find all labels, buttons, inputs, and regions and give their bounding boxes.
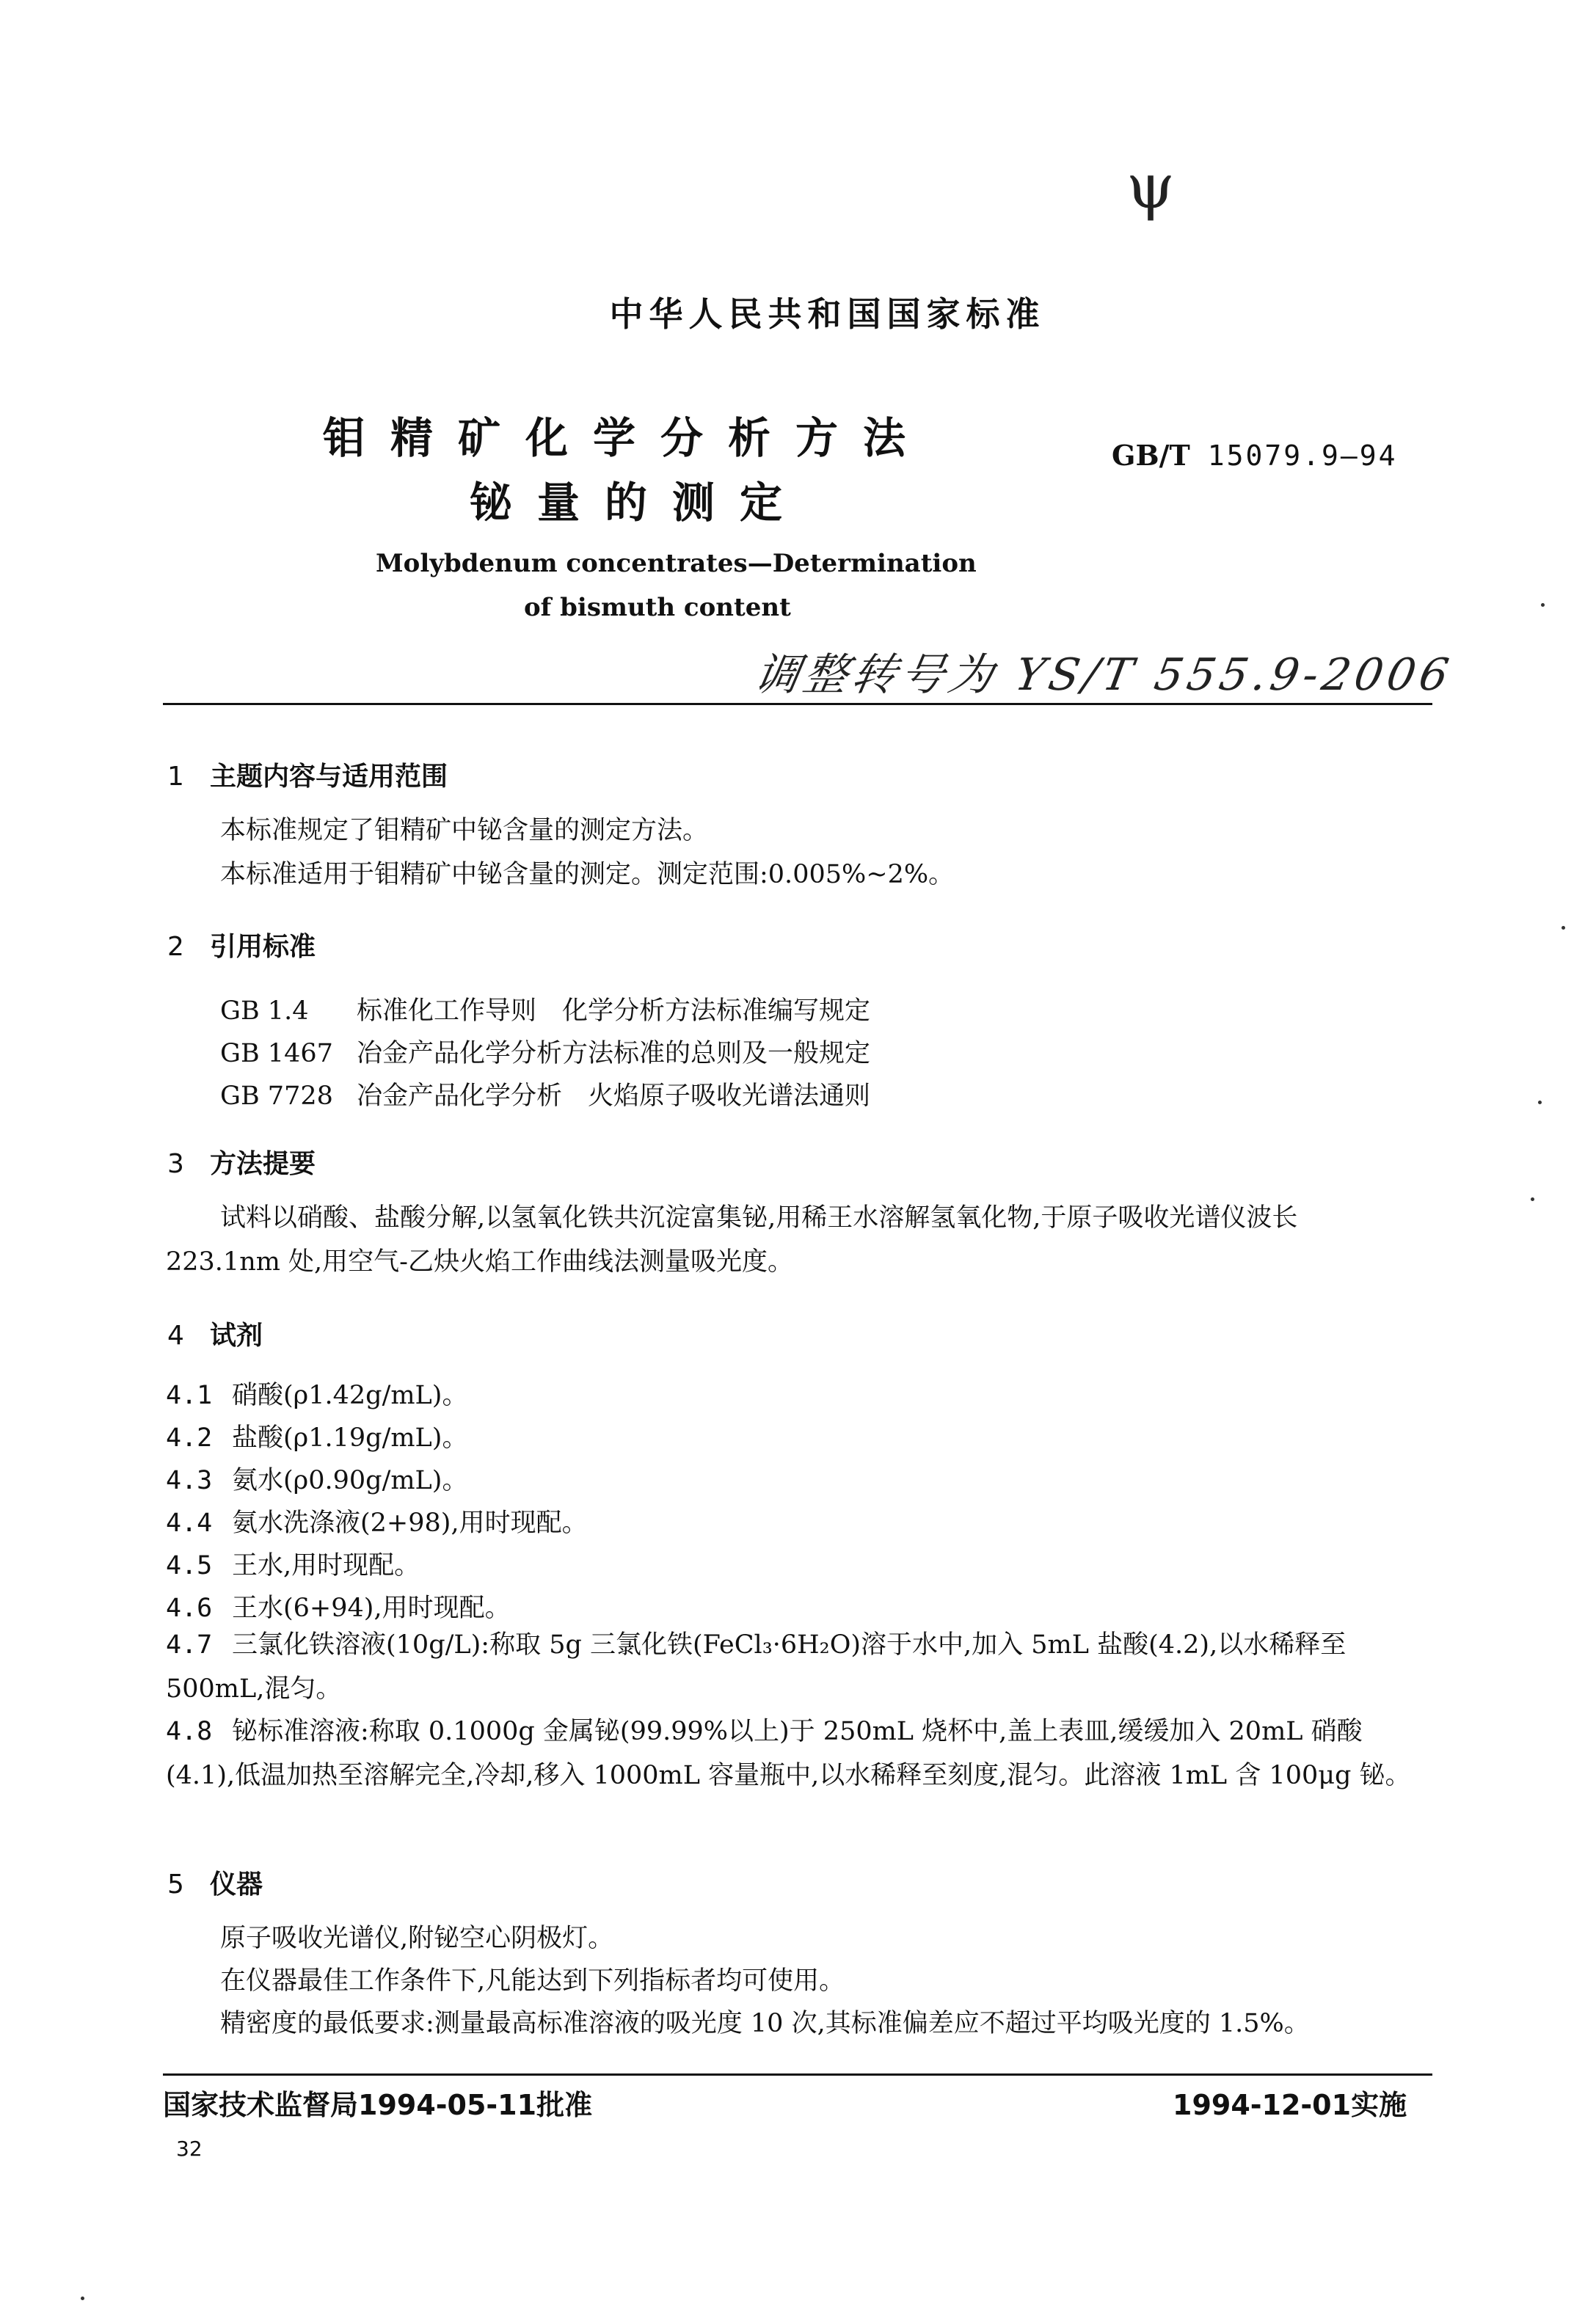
page-number: 32 (176, 2137, 203, 2161)
reference-item (220, 1076, 870, 1112)
item-text: 硝酸(ρ1.42g/mL)。 (232, 1381, 468, 1410)
section-title: 仪器 (210, 1870, 263, 1900)
section-number: 4 (167, 1321, 184, 1351)
paragraph: 在仪器最佳工作条件下,凡能达到下列指标者均可使用。 (220, 1966, 845, 1996)
item-text: 盐酸(ρ1.19g/mL)。 (232, 1423, 468, 1453)
paragraph: 试料以硝酸、盐酸分解,以氢氧化铁共沉淀富集铋,用稀王水溶解氢氧化物,于原子吸收光谱仪波长 (220, 1203, 1298, 1233)
scan-speck (1562, 926, 1565, 930)
section-title: 方法提要 (210, 1149, 316, 1179)
item-number: 4.4 (166, 1509, 213, 1538)
standard-code: 15079.9—94 (1207, 439, 1398, 472)
item-number: 4.7 (166, 1630, 213, 1660)
scan-speck (1541, 603, 1545, 607)
item-number: 4.5 (166, 1551, 213, 1580)
section-3-heading (167, 1143, 316, 1181)
item-number: 4.3 (166, 1466, 213, 1495)
section-5-heading (167, 1864, 263, 1901)
scan-speck (81, 2297, 84, 2300)
approval-date: 国家技术监督局1994-05-11批准 (163, 2089, 593, 2121)
reference-title: 冶金产品化学分析 火焰原子吸收光谱法通则 (357, 1081, 871, 1111)
item-number: 4.6 (166, 1594, 213, 1623)
scan-speck (1538, 1101, 1542, 1104)
reagent-item (166, 1503, 588, 1539)
section-number: 3 (167, 1149, 184, 1179)
implementation-date: 1994-12-01实施 (1173, 2089, 1407, 2121)
reference-code: GB 1.4 (220, 996, 309, 1026)
item-number: 4.8 (166, 1717, 213, 1746)
item-text: 氨水洗涤液(2+98),用时现配。 (232, 1509, 588, 1538)
header-divider (163, 703, 1432, 705)
section-title: 试剂 (210, 1321, 263, 1351)
national-standard-heading: 中华人民共和国国家标准 (609, 294, 1046, 334)
reagent-item (166, 1545, 420, 1582)
item-text: 王水,用时现配。 (232, 1551, 420, 1580)
reference-title: 标准化工作导则 化学分析方法标准编写规定 (357, 996, 871, 1026)
paragraph: 精密度的最低要求:测量最高标准溶液的吸光度 10 次,其标准偏差应不超过平均吸光度的 1.5%。 (220, 2009, 1310, 2038)
reference-code: GB 1467 (220, 1039, 333, 1068)
title-english-line1: Molybdenum concentrates—Determination (376, 549, 977, 578)
title-chinese-line1: 钼精矿化学分析方法 (323, 413, 931, 463)
item-number: 4.1 (166, 1381, 213, 1410)
section-2-heading (167, 926, 316, 963)
paragraph: 本标准适用于钼精矿中铋含量的测定。测定范围:0.005%~2%。 (220, 860, 955, 889)
standard-prefix: GB/T (1112, 439, 1190, 472)
item-text: 王水(6+94),用时现配。 (232, 1594, 511, 1623)
section-number: 1 (167, 762, 184, 792)
section-title: 主题内容与适用范围 (210, 762, 448, 792)
reference-item (220, 991, 870, 1027)
reagent-item (166, 1460, 467, 1497)
item-text: 氨水(ρ0.90g/mL)。 (232, 1466, 468, 1495)
paragraph-continuation: 223.1nm 处,用空气-乙炔火焰工作曲线法测量吸光度。 (166, 1247, 794, 1277)
item-text: 三氯化铁溶液(10g/L):称取 5g 三氯化铁(FeCl₃·6H₂O)溶于水中,加入 5mL 盐酸(4.2),以水稀释至 500mL,混匀。 (166, 1630, 1347, 1704)
item-text: 铋标准溶液:称取 0.1000g 金属铋(99.99%以上)于 250mL 烧杯中,盖上表皿,缓缓加入 20mL 硝酸(4.1),低温加热至溶解完全,冷却,移入 1000mL 容量瓶中,以水稀释至刻度,混匀。此溶液 1mL 含 100μg 铋。 (166, 1717, 1411, 1790)
reagent-item (166, 1710, 1428, 1798)
section-1-heading (167, 756, 448, 793)
paragraph: 本标准规定了钼精矿中铋含量的测定方法。 (220, 816, 709, 845)
reference-item (220, 1033, 870, 1070)
section-4-heading (167, 1315, 263, 1352)
reference-code: GB 7728 (220, 1081, 333, 1111)
reagent-item (166, 1375, 467, 1412)
section-number: 5 (167, 1870, 184, 1900)
paragraph: 原子吸收光谱仪,附铋空心阴极灯。 (220, 1924, 614, 1953)
section-number: 2 (167, 932, 184, 962)
reagent-item (166, 1623, 1428, 1711)
reagent-item (166, 1588, 511, 1624)
reagent-item (166, 1418, 467, 1454)
reference-title: 冶金产品化学分析方法标准的总则及一般规定 (357, 1039, 871, 1068)
item-number: 4.2 (166, 1423, 213, 1453)
title-english-line2: of bismuth content (524, 593, 791, 622)
footer-divider (163, 2073, 1432, 2076)
scan-speck (1531, 1197, 1534, 1201)
handwritten-mark: ψ (1126, 150, 1175, 222)
section-title: 引用标准 (210, 932, 316, 962)
title-chinese-line2: 铋量的测定 (470, 478, 808, 528)
handwritten-note: 调整转号为 YS/T 555.9-2006 (750, 649, 1457, 701)
standard-number (1112, 439, 1398, 472)
